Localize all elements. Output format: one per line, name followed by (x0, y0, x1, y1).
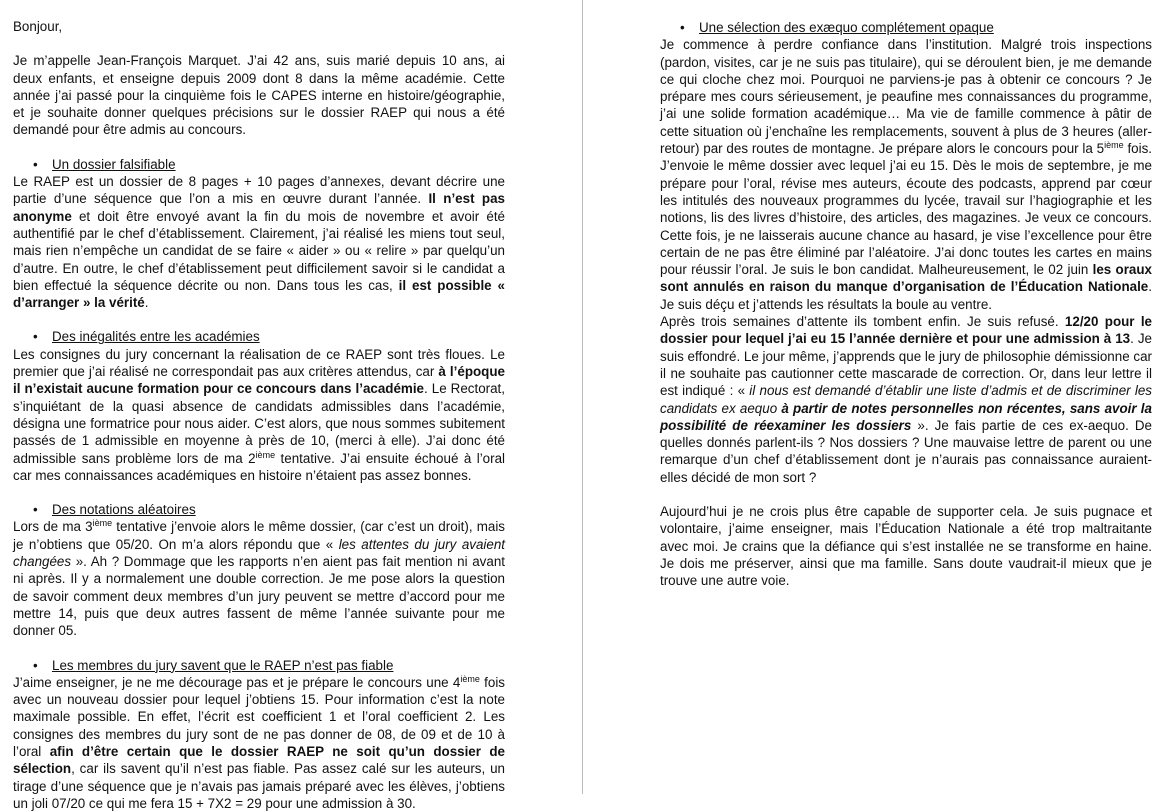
column-divider (582, 0, 583, 794)
right-column (660, 19, 1152, 590)
section-heading-3: • Des notations aléatoires (33, 502, 196, 518)
section-4-paragraph: J’aime enseigner, je ne me décourage pas et je prépare le concours une 4ième fois avec un nouveau dossier pour lequel j’obtiens 15. Pour information c’est la note maximale possible. En effet, l’écrit est coefficient 1 et l’oral coefficient 2. Les consignes des membres du jury sont de ne pas donner de 08, de 09 et de 10 à l’oral afin d’être certain que le dossier RAEP ne soit qu’un dossier de sélection, car ils savent qu’il n’est pas fiable. Pas assez calé sur les auteurs, un tirage d’une séquence que je n’avais pas jamais préparé avec les élèves, j’obtiens un joli 07/20 ce qui me fera 15 + 7X2 = 29 pour une admission à 30. (13, 673, 506, 811)
heading-text: Un dossier falsifiable (52, 156, 176, 172)
closing-paragraph: Aujourd’hui je ne crois plus être capable de supporter cela. Je suis pugnace et volontaire, j’aime enseigner, mais l’Éducation Nationale a été trop maltraitante avec moi. Je crains que la défiance qui s’est installée ne se transforme en haine. Je dois me préserver, ainsi que ma famille. Sans doute vaudrait-il mieux que je trouve une autre voie. (660, 504, 1152, 589)
section-2-paragraph: Les consignes du jury concernant la réalisation de ce RAEP sont très floues. Le premier que j’ai réalisé ne correspondait pas aux critères attendus, car à l’époque il n’existait aucune formation pour ce concours dans l’académie. Le Rectorat, s’inquiétant de la quasi absence de candidats admissibles dans l’académie, désigna une formatrice pour nous aider. C’est alors, que nous sommes subitement passés de 1 admissible en moyenne à près de 10, (merci à elle). J’ai donc été admissible sans problème lors de ma 2ième tentative. J’ai ensuite échoué à l’oral car mes connaissances académiques en histoire n’étaient pas assez bonnes. (13, 346, 506, 483)
results-paragraph: Après trois semaines d’attente ils tombent enfin. Je suis refusé. 12/20 pour le dossier pour lequel j’ai eu 15 l’année dernière et pour une admission à 13. Je suis effondré. Le jour même, j’apprends que le jury de philosophie démissionne car il ne souhaite pas cautionner cette mascarade de correction. Or, dans leur lettre il est indiqué : « il nous est demandé d’établir une liste d’admis et de discriminer les candidats ex aequo à partir de notes personnelles non récentes, sans avoir la possibilité de réexaminer les dossiers ». Je fais partie de ces ex-aequo. De quelles donnés parlent-ils ? Nos dossiers ? Une mauvaise lettre de parent ou une remarque d’un chef d’établissement dont je n’aurais pas connaissance auraient-elles décidé de mon sort ? (660, 314, 1153, 485)
heading-text: Des notations aléatoires (52, 502, 196, 518)
section-1-paragraph: Le RAEP est un dossier de 8 pages + 10 pages d’annexes, devant décrire une partie d’une séquence que l’on a mis en œuvre durant l’année. Il n’est pas anonyme et doit être envoyé avant la fin du mois de novembre et avoir été authentifié par le chef d’établissement. Clairement, j’ai réalisé les miens tout seul, mais rien n’empêche un candidat de se faire « aider » ou « relire » par quelqu’un d’autre. En outre, le chef d’établissement peut difficilement savoir si le candidat a bien effectué la séquence décrite ou non. Dans tous les cas, il est possible « d’arranger » la vérité. (13, 174, 505, 311)
heading-text: Les membres du jury savent que le RAEP n’est pas fiable (52, 657, 394, 673)
intro-paragraph: Je m’appelle Jean-François Marquet. J’ai 42 ans, suis marié depuis 10 ans, ai deux enfants, et enseigne depuis 2009 dont 8 dans la même académie. Cette année j’ai passé pour la cinquième fois le CAPES interne en histoire/géographie, et je souhaite donner quelques précisions sur le dossier RAEP qui nous a été demandé pour être admis au concours. (13, 53, 505, 138)
heading-text: Une sélection des exæquo complétement opaque (699, 20, 994, 35)
section-5-paragraph: Je commence à perdre confiance dans l’institution. Malgré trois inspections (pardon, visites, car je ne suis pas titulaire), qui se déroulent bien, je me demande ce qui cloche chez moi. Pourquoi ne parviens-je pas à obtenir ce concours ? Je prépare mes cours sérieusement, je peaufine mes connaissances du programme, j’ai une solide formation académique… Ma vie de famille commence à pâtir de cette situation où j’enchaîne les remplacements, souvent à plus de 3 heures (aller-retour) par des routes de montagne. Je prépare alors le concours pour la 5ième fois. J’envoie le même dossier avec lequel j’ai eu 15. Dès le mois de septembre, je me prépare pour l’oral, révise mes auteurs, écoute des podcasts, apprend par cœur les intitulés des nouveaux programmes du lycée, travail sur l’hagiographie et les notions, lis des livres d’histoire, des articles, des magazines. Je veux ce concours. Cette fois, je ne laisserais aucune chance au hasard, je vise l’excellence pour être certain de ne pas être éliminé par l’aléatoire. J’ai donc toutes les cartes en mains pour réussir l’oral. Je suis le bon candidat. Malheureusement, le 02 juin les oraux sont annulés en raison du manque d’organisation de l’Éducation Nationale. Je suis déçu et j’attends les résultats la boule au ventre. (660, 37, 1152, 312)
section-3-paragraph: Lors de ma 3ième tentative j’envoie alors le même dossier, (car c’est un droit), mais je n’obtiens que 05/20. On m’a alors répondu que « les attentes du jury avaient changées ». Ah ? Dommage que les rapports n’en aient pas fait mention ni avant ni après. Il y a normalement une double correction. Je me pose alors la question de savoir comment deux membres d’un jury peuvent se mettre d’accord pour me mettre 14, puis que deux autres fassent de même l’année suivante pour me donner 05. (13, 518, 506, 639)
section-heading-1: • Un dossier falsifiable (33, 156, 176, 172)
section-heading-4: • Les membres du jury savent que le RAEP n’est pas fiable (33, 657, 394, 673)
greeting: Bonjour, (13, 19, 63, 34)
left-column (13, 18, 505, 812)
section-heading-5: • Une sélection des exæquo complétement opaque (680, 20, 994, 35)
heading-text: Des inégalités entre les académies (52, 329, 260, 345)
section-heading-2: • Des inégalités entre les académies (33, 329, 260, 345)
